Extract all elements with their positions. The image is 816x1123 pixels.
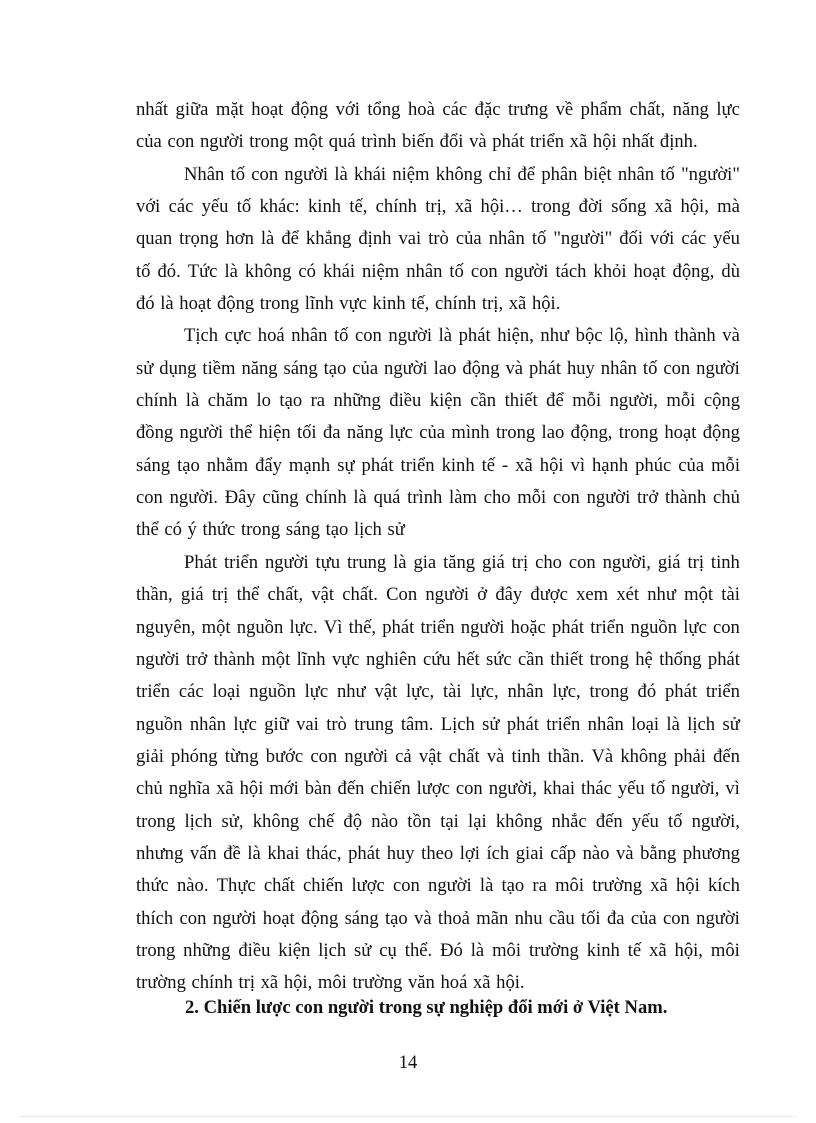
- text-line: tố đó. Tức là không có khái niệm nhân tố con người tách khỏi hoạt động, dù: [136, 260, 740, 282]
- text-line: chủ nghĩa xã hội mới bàn đến chiến lược con người, khai thác yếu tố người, vì: [136, 778, 740, 800]
- text-line: của con người trong một quá trình biến đổi và phát triển xã hội nhất định.: [136, 131, 698, 153]
- text-line: giải phóng từng bước con người cả vật chất và tinh thần. Và không phải đến: [136, 745, 740, 767]
- text-line: trong những điều kiện lịch sử cụ thể. Đó là môi trường kinh tế xã hội, môi: [136, 939, 740, 961]
- text-line: thể có ý thức trong sáng tạo lịch sử: [136, 519, 405, 541]
- text-line: thích con người hoạt động sáng tạo và thoả mãn nhu cầu tối đa của con người: [136, 907, 740, 929]
- section-heading: 2. Chiến lược con người trong sự nghiệp đổi mới ở Việt Nam.: [185, 997, 668, 1018]
- text-line: Phát triển người tựu trung là gia tăng giá trị cho con người, giá trị tinh: [184, 551, 740, 573]
- text-line: sử dụng tiềm năng sáng tạo của người lao động và phát huy nhân tố con người: [136, 357, 740, 379]
- text-line: Tịch cực hoá nhân tố con người là phát hiện, như bộc lộ, hình thành và: [184, 325, 740, 347]
- text-line: người trở thành một lĩnh vực nghiên cứu hết sức cần thiết trong hệ thống phát: [136, 648, 740, 670]
- text-line: trong lịch sử, không chế độ nào tồn tại lại không nhắc đến yếu tố người,: [136, 810, 740, 832]
- page-number: 14: [398, 1052, 418, 1073]
- text-line: thức nào. Thực chất chiến lược con người là tạo ra môi trường xã hội kích: [136, 875, 740, 897]
- text-line: sáng tạo nhằm đẩy mạnh sự phát triển kinh tế - xã hội vì hạnh phúc của mỗi: [136, 454, 740, 476]
- text-line: Nhân tố con người là khái niệm không chỉ để phân biệt nhân tố "người": [184, 163, 740, 185]
- text-line: nhất giữa mặt hoạt động với tổng hoà các đặc trưng về phẩm chất, năng lực: [136, 99, 740, 120]
- text-line: chính là chăm lo tạo ra những điều kiện cần thiết để mỗi người, mỗi cộng: [136, 390, 740, 412]
- text-line: với các yếu tố khác: kinh tế, chính trị, xã hội… trong đời sống xã hội, mà: [136, 196, 740, 218]
- text-line: nguồn nhân lực giữ vai trò trung tâm. Lịch sử phát triển nhân loại là lịch sử: [136, 713, 740, 735]
- text-line: nguyên, một nguồn lực. Vì thế, phát triển người hoặc phát triển nguồn lực con: [136, 616, 740, 638]
- body-text: [136, 94, 740, 1000]
- text-line: đồng người thể hiện tối đa năng lực của mình trong lao động, trong hoạt động: [136, 422, 740, 444]
- text-line: thần, giá trị thể chất, vật chất. Con người ở đây được xem xét như một tài: [136, 584, 740, 606]
- text-line: quan trọng hơn là để khẳng định vai trò của nhân tố "người" đối với các yếu: [136, 228, 740, 250]
- text-line: đó là hoạt động trong lĩnh vực kinh tế, chính trị, xã hội.: [136, 293, 561, 315]
- text-line: triển các loại nguồn lực như vật lực, tài lực, nhân lực, trong đó phát triển: [136, 681, 740, 703]
- text-line: trường chính trị xã hội, môi trường văn hoá xã hội.: [136, 972, 525, 994]
- text-line: nhưng vấn đề là khai thác, phát huy theo lợi ích giai cấp nào và bằng phương: [136, 842, 740, 864]
- text-line: con người. Đây cũng chính là quá trình làm cho mỗi con người trở thành chủ: [136, 487, 740, 509]
- page-bottom-divider: [20, 1116, 796, 1117]
